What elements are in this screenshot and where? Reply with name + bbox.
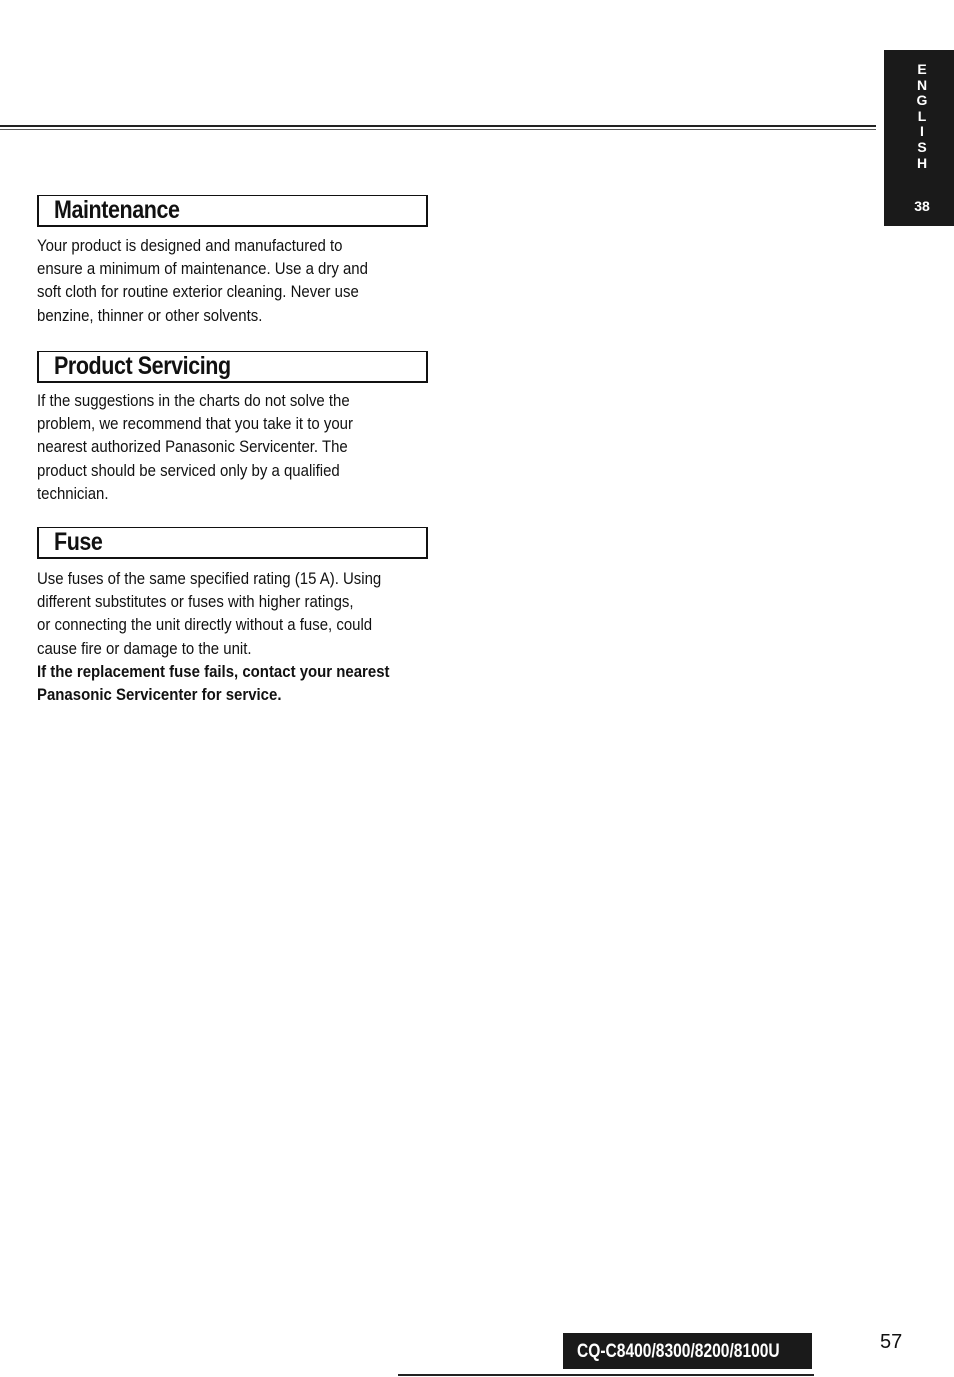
text-line: Use fuses of the same specified rating (15 A). Using xyxy=(37,569,382,588)
maintenance-heading: Maintenance xyxy=(54,196,180,224)
text-line: cause fire or damage to the unit. xyxy=(37,638,252,658)
text-line: benzine, thinner or other solvents. xyxy=(37,305,263,325)
language-letter: L xyxy=(917,107,927,124)
text-line: problem, we recommend that you take it to your xyxy=(37,414,353,434)
servicing-heading-box xyxy=(37,351,428,383)
text-line: Your product is designed and manufactured to xyxy=(37,236,343,255)
top-rule-thin xyxy=(0,129,876,130)
fuse-heading-box xyxy=(37,527,428,559)
model-number: CQ-C8400/8300/8200/8100U xyxy=(577,1341,780,1362)
warning-line: If the replacement fuse fails, contact your nearest xyxy=(37,661,390,681)
bottom-rule xyxy=(398,1374,814,1376)
maintenance-text xyxy=(37,234,407,327)
language-page-number: 38 xyxy=(914,198,930,214)
text-line: ensure a minimum of maintenance. Use a dry and xyxy=(37,259,368,279)
servicing-text xyxy=(37,389,407,505)
language-letter: I xyxy=(920,123,924,140)
servicing-heading: Product Servicing xyxy=(54,352,231,380)
text-line: nearest authorized Panasonic Servicenter. The xyxy=(37,437,348,457)
model-banner xyxy=(563,1333,812,1369)
maintenance-heading-box xyxy=(37,195,428,227)
language-letters xyxy=(884,62,954,171)
language-letter: H xyxy=(916,154,928,171)
text-line: different substitutes or fuses with higher ratings, xyxy=(37,592,354,612)
text-line: product should be serviced only by a qualified xyxy=(37,460,340,480)
text-line: or connecting the unit directly without a fuse, could xyxy=(37,615,373,635)
page-number: 57 xyxy=(880,1331,903,1353)
text-line: technician. xyxy=(37,483,109,503)
warning-line: Panasonic Servicenter for service. xyxy=(37,685,282,705)
fuse-text xyxy=(37,567,407,706)
language-letter: G xyxy=(916,92,928,109)
text-line: soft cloth for routine exterior cleaning. Never use xyxy=(37,282,359,302)
language-letter: S xyxy=(917,138,927,155)
text-line: If the suggestions in the charts do not solve the xyxy=(37,391,350,410)
fuse-heading: Fuse xyxy=(54,528,103,556)
language-tab xyxy=(884,50,954,226)
top-rule xyxy=(0,125,876,127)
language-letter: N xyxy=(916,76,928,93)
language-letter: E xyxy=(917,61,927,77)
